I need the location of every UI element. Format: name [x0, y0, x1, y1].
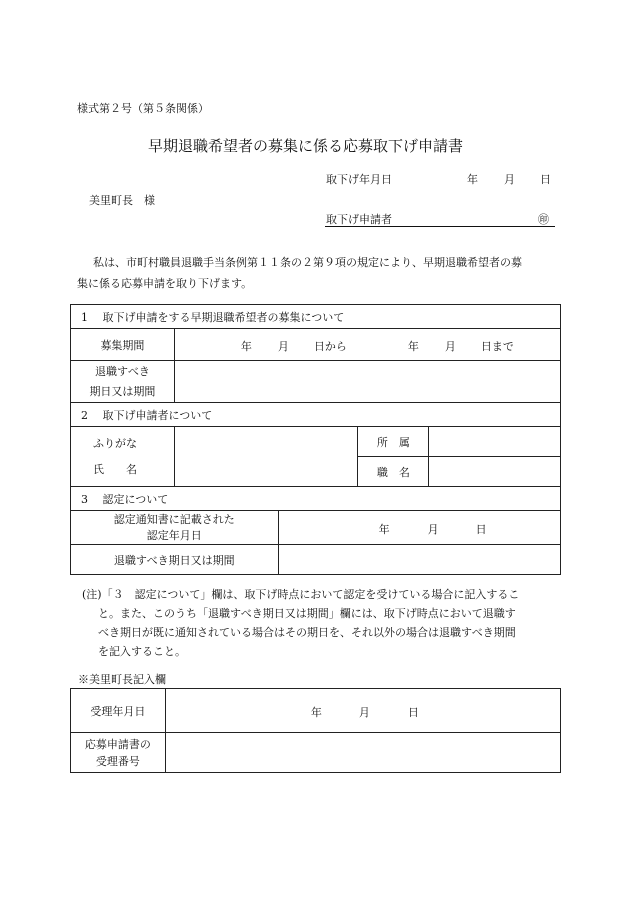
section1-title: 1 取下げ申請をする早期退職希望者の募集について: [71, 305, 561, 329]
received-date-value[interactable]: [165, 689, 560, 733]
retire-date-label-line1: 退職すべき: [95, 364, 150, 378]
retire-date-value[interactable]: [174, 361, 560, 403]
name-label: 氏 名: [93, 462, 137, 476]
statement-line-1: 私は、市町村職員退職手当条例第１１条の２第９項の規定により、早期退職希望者の募: [93, 256, 522, 269]
position-label: 職 名: [358, 457, 429, 487]
withdrawal-date-day: 日: [540, 173, 551, 186]
note-line-2: と。また、このうち「退職すべき期日又は期間」欄には、取下げ時点において退職す: [98, 607, 516, 620]
cert-date-year: 年: [378, 522, 390, 536]
section3-title: 3 認定について: [71, 487, 561, 511]
period-from-suffix: 日から: [313, 339, 347, 353]
office-table: [70, 688, 561, 773]
received-date-year: 年: [310, 705, 322, 719]
period-to-suffix: 日まで: [480, 339, 514, 353]
period-from-year: 年: [240, 339, 252, 353]
statement-line-2: 集に係る応募申請を取り下げます。: [77, 277, 253, 290]
withdrawal-date-label: 取下げ年月日: [326, 173, 392, 186]
withdrawal-date-year: 年: [467, 173, 478, 186]
period-to-year: 年: [407, 339, 419, 353]
seal-mark: ㊞: [538, 213, 549, 226]
note-line-3: べき期日が既に通知されている場合はその期日を、それ以外の場合は退職すべき期間: [98, 626, 516, 639]
affiliation-value[interactable]: [429, 427, 561, 457]
note-line-1: (注)「３ 認定について」欄は、取下げ時点において認定を受けている場合に記入するこ: [82, 588, 520, 601]
application-table: [70, 304, 561, 575]
cert-retire-label: 退職すべき期日又は期間: [71, 545, 279, 575]
furigana-label: ふりがな: [93, 436, 137, 450]
cert-date-value[interactable]: [278, 511, 560, 545]
receipt-number-label: [71, 733, 166, 773]
form-number: 様式第２号（第５条関係）: [77, 102, 209, 115]
affiliation-label: 所 属: [358, 427, 429, 457]
received-date-label: 受理年月日: [71, 689, 166, 733]
period-from-month: 月: [277, 339, 289, 353]
name-value[interactable]: [174, 427, 358, 487]
cert-retire-value[interactable]: [278, 545, 560, 575]
cert-date-label-line1: 認定通知書に記載された: [113, 512, 235, 526]
period-value-cell[interactable]: [174, 329, 560, 361]
section2-title: 2 取下げ申請者について: [71, 403, 561, 427]
receipt-number-label-line1: 応募申請書の: [84, 737, 151, 751]
name-label-cell: [71, 427, 175, 487]
applicant-label: 取下げ申請者: [326, 213, 392, 226]
page-title: 早期退職希望者の募集に係る応募取下げ申請書: [148, 137, 464, 155]
retire-date-label: [71, 361, 175, 403]
retire-date-label-line2: 期日又は期間: [89, 384, 156, 398]
receipt-number-label-line2: 受理番号: [95, 754, 140, 768]
cert-date-label: [71, 511, 279, 545]
cert-date-month: 月: [427, 522, 439, 536]
receipt-number-value[interactable]: [165, 733, 560, 773]
received-date-day: 日: [407, 705, 419, 719]
withdrawal-date-month: 月: [504, 173, 515, 186]
note-line-4: を記入すること。: [98, 645, 186, 658]
position-value[interactable]: [429, 457, 561, 487]
addressee: 美里町長 様: [89, 194, 155, 207]
period-label: 募集期間: [71, 329, 175, 361]
received-date-month: 月: [358, 705, 370, 719]
office-title: ※美里町長記入欄: [78, 673, 166, 686]
period-to-month: 月: [444, 339, 456, 353]
cert-date-day: 日: [475, 522, 487, 536]
cert-date-label-line2: 認定年月日: [146, 528, 202, 542]
